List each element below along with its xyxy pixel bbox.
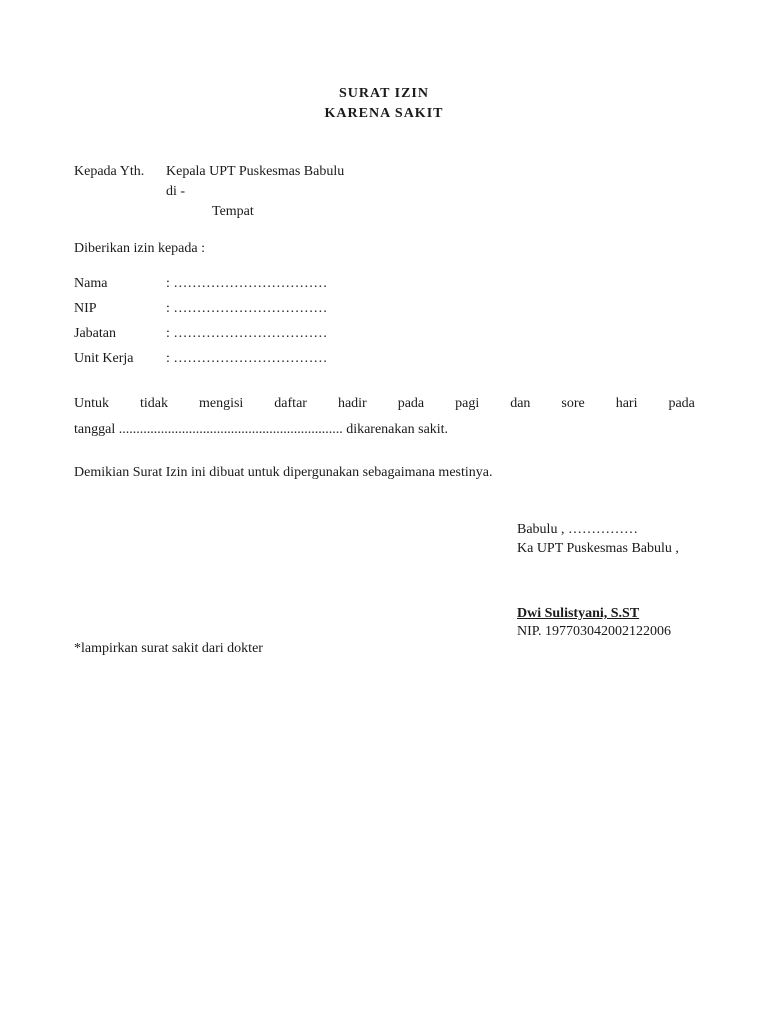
title-line-2: KARENA SAKIT bbox=[324, 106, 444, 121]
body-word: sore bbox=[561, 396, 585, 411]
footnote: *lampirkan surat sakit dari dokter bbox=[74, 641, 263, 656]
signature-nip: NIP. 197703042002122006 bbox=[517, 624, 672, 639]
signature-place-date: Babulu , …………… bbox=[517, 522, 638, 537]
body-word: tidak bbox=[139, 396, 168, 411]
field-value-nip: : …………………………… bbox=[166, 301, 328, 316]
body-word: Untuk bbox=[74, 396, 109, 411]
field-value-jabatan: : …………………………… bbox=[166, 326, 328, 341]
body-word: pagi bbox=[455, 396, 480, 411]
recipient-tempat: Tempat bbox=[212, 204, 254, 219]
field-label-jabatan: Jabatan bbox=[74, 326, 116, 341]
closing-text: Demikian Surat Izin ini dibuat untuk dipergunakan sebagaimana mestinya. bbox=[74, 465, 493, 480]
field-value-nama: : …………………………… bbox=[166, 276, 328, 291]
body-word: hari bbox=[615, 396, 638, 411]
body-word: pada bbox=[668, 396, 695, 411]
field-label-nip: NIP bbox=[74, 301, 97, 316]
body-word: mengisi bbox=[198, 396, 244, 411]
body-word: daftar bbox=[274, 396, 307, 411]
recipient-name: Kepala UPT Puskesmas Babulu bbox=[166, 164, 345, 179]
body-word: dan bbox=[510, 396, 531, 411]
field-value-unit-kerja: : …………………………… bbox=[166, 351, 328, 366]
intro-text: Diberikan izin kepada : bbox=[74, 241, 206, 256]
title-line-1: SURAT IZIN bbox=[338, 86, 429, 101]
body-word: hadir bbox=[337, 396, 367, 411]
body-line-2: tanggal ................................................................ dikarenakan sakit. bbox=[74, 422, 449, 437]
body-line-1 bbox=[74, 395, 695, 413]
recipient-di: di - bbox=[166, 184, 186, 199]
field-label-unit-kerja: Unit Kerja bbox=[74, 351, 134, 366]
field-label-nama: Nama bbox=[74, 276, 108, 291]
recipient-label: Kepada Yth. bbox=[74, 164, 145, 179]
signature-name: Dwi Sulistyani, S.ST bbox=[517, 606, 640, 621]
body-word: pada bbox=[397, 396, 425, 411]
signature-position: Ka UPT Puskesmas Babulu , bbox=[517, 541, 679, 556]
